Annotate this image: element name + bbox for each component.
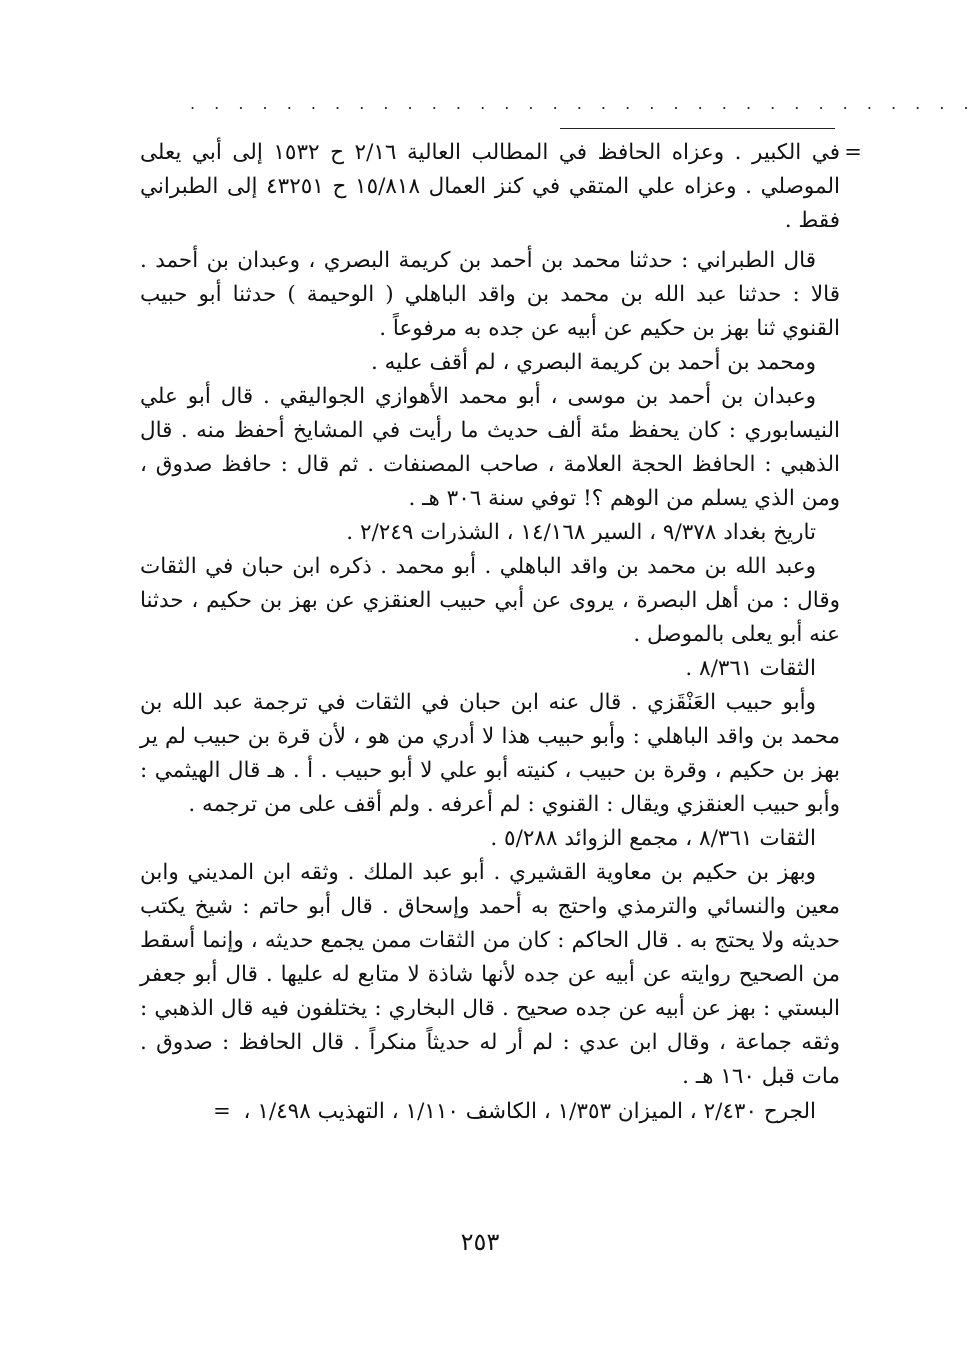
continuation-mark-start: = [844, 140, 862, 164]
paragraph-4: وعبدان بن أحمد بن موسى ، أبو محمد الأهوازي الجواليقي . قال أبو علي النيسابوري : كان يحفظ مئة ألف حديث ما رأيت في المشايخ أحفظ منه . قال الذهبي : الحافظ الحجة العلامة ، صاحب المصنفات . ثم قال : حافظ صدوق ، ومن الذي يسلم من الوهم ؟! توفي سنة ٣٠٦ هـ . [140, 384, 840, 511]
paragraph-6: وعبد الله بن محمد بن واقد الباهلي . أبو محمد . ذكره ابن حبان في الثقات وقال : من أهل البصرة ، يروى عن أبي حبيب العنقزي عن بهز بن حكيم ، حدثنا عنه أبو يعلى بالموصل . [140, 554, 840, 647]
paragraph-8: وأبو حبيب العَنْقَزي . قال عنه ابن حبان في الثقات في ترجمة عبد الله بن محمد بن واقد الباهلي : وأبو حبيب هذا لا أدري من هو ، لأن قرة بن حبيب لم ير بهز بن حكيم ، وقرة بن حبيب ، كنيته أبو علي لا أبو حبيب . أ . هـ قال الهيثمي : وأبو حبيب العنقزي ويقال : القنوي : لم أعرفه . ولم أقف على من ترجمه . [140, 690, 840, 817]
footnote-rule [560, 128, 835, 129]
paragraph-11-reference [140, 1094, 840, 1129]
paragraph-2: قال الطبراني : حدثنا محمد بن أحمد بن كريمة البصري ، وعبدان بن أحمد . قالا : حدثنا عبد الله بن محمد بن واقد الباهلي ( الوحيمة ) حدثنا أبو حبيب القنوي ثنا بهز بن حكيم عن أبيه عن جده به مرفوعاً . [140, 248, 840, 341]
paragraph-1-text: في الكبير . وعزاه الحافظ في المطالب العالية ٢/١٦ ح ١٥٣٢ إلى أبي يعلى الموصلي . وعزاه علي المتقي في كنز العمال ١٥/٨١٨ ح ٤٣٢٥١ إلى الطبراني فقط . [140, 140, 841, 233]
paragraph-10: وبهز بن حكيم بن معاوية القشيري . أبو عبد الملك . وثقه ابن المديني وابن معين والنسائي والترمذي واحتج به أحمد وإسحاق . قال أبو حاتم : شيخ يكتب حديثه ولا يحتج به . قال الحاكم : كان من الثقات ممن يجمع حديثه ، وإنما أسقط من الصحيح روايته عن أبيه عن جده لأنها شاذة لا متابع له عليها . قال أبو جعفر البستي : بهز عن أبيه عن جده صحيح . قال البخاري : يختلفون فيه قال الذهبي : وثقه جماعة ، وقال ابن عدي : لم أر له حديثاً منكراً . قال الحافظ : صدوق . مات قبل ١٦٠ هـ . [140, 860, 840, 1089]
footnote-body [140, 135, 862, 1129]
page-number: ٢٥٣ [460, 1228, 500, 1256]
paragraph-3: ومحمد بن أحمد بن كريمة البصري ، لم أقف عليه . [370, 350, 816, 375]
paragraph-11-text: الجرح ٢/٤٣٠ ، الميزان ١/٣٥٣ ، الكاشف ١/١١٠ ، التهذيب ١/٤٩٨ ، [243, 1099, 816, 1124]
paragraph-7-reference: الثقات ٨/٣٦١ . [685, 656, 816, 681]
dotted-separator: . . . . . . . . . . . . . . . . . . . . . . . . . . . . . . . . . [190, 94, 976, 113]
paragraph-1 [140, 135, 862, 238]
paragraph-5-reference: تاريخ بغداد ٩/٣٧٨ ، السير ١٤/١٦٨ ، الشذرات ٢/٢٤٩ . [346, 520, 816, 545]
continuation-mark-end: = [213, 1099, 231, 1123]
paragraph-9-reference: الثقات ٨/٣٦١ ، مجمع الزوائد ٥/٢٨٨ . [490, 826, 816, 851]
